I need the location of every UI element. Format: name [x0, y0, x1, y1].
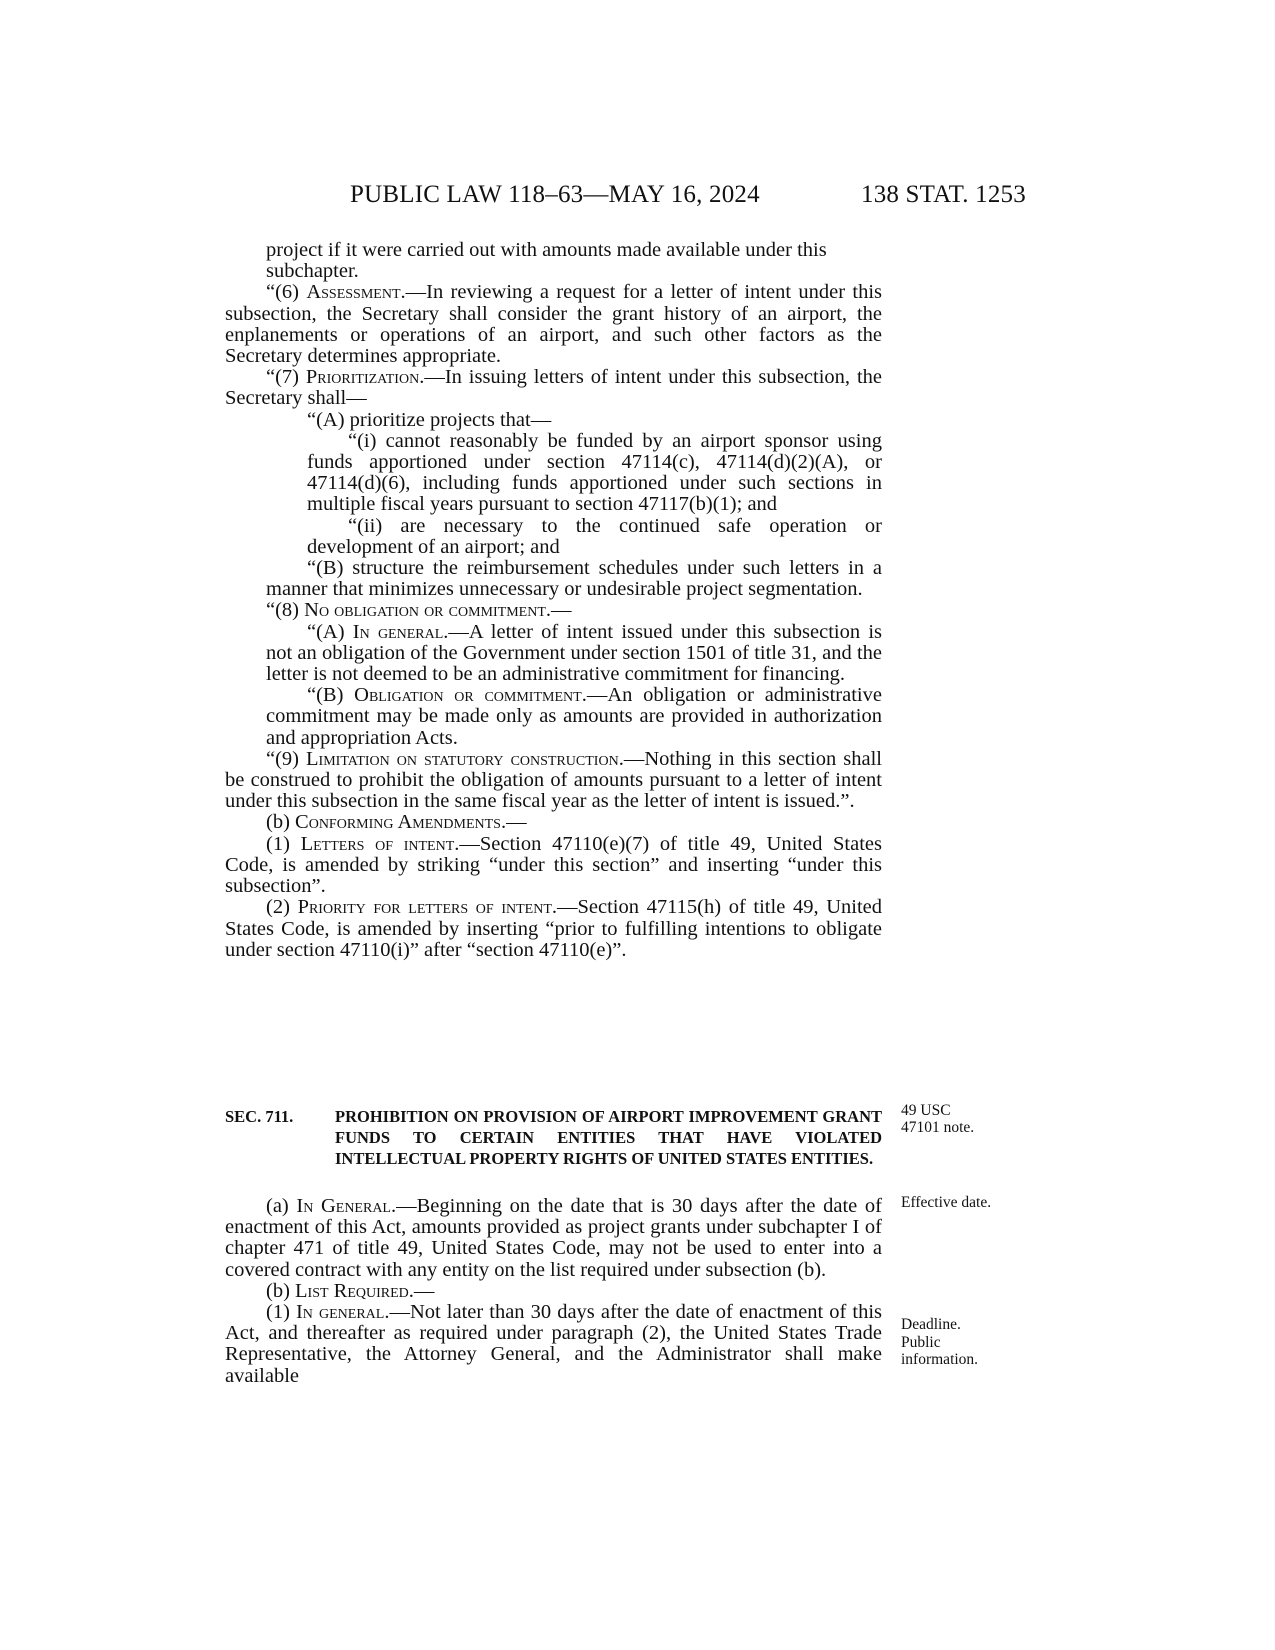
subsection-b-conforming: (b) Conforming Amendments.— [266, 811, 527, 834]
section-711-body [225, 1196, 882, 1387]
paragraph-b1: (1) Letters of intent.—Section 47110(e)(7) of title 49, United States Code, is amended by striking “under this section” and inserting “under this subsection”. [225, 832, 882, 898]
clause-7Ai: “(i) cannot reasonably be funded by an airport sponsor using funds apportioned under section 47114(c), 47114(d)(2)(A), or 47114(d)(6), including funds apportioned under such sections in multiple fiscal years pursuant to section 47117(b)(1); and [307, 429, 882, 516]
paragraph-7-heading: Prioritization [305, 366, 420, 389]
paragraph-b1-in-general: (1) In general.—Not later than 30 days after the date of enactment of this Act, and thereafter as required under paragraph (2), the United States Trade Representative, the Attorney General, and the Administrator shall make available [225, 1301, 883, 1387]
paragraph-8-heading: No obligation or commitment [304, 599, 546, 622]
running-header-title: PUBLIC LAW 118–63—MAY 16, 2024 [350, 181, 760, 208]
subparagraph-7B: “(B) structure the reimbursement schedules under such letters in a manner that minimizes unnecessary or undesirable project segmentation. [266, 557, 882, 601]
paragraph-9-heading: Limitation on statutory construction [306, 747, 619, 770]
paragraph-7-prioritization: “(7) Prioritization.—In issuing letters of intent under this subsection, the Secretary shall— [225, 366, 882, 410]
subsection-b-list-required: (b) List Required.— [266, 1279, 435, 1302]
subsection-b-list-heading: List Required [295, 1279, 409, 1302]
margin-note-effective-date: Effective date. [901, 1194, 992, 1211]
section-title: PROHIBITION ON PROVISION OF AIRPORT IMPROVEMENT GRANT FUNDS TO CERTAIN ENTITIES THAT HAVE VIOLATED INTELLECTUAL PROPERTY RIGHTS OF UNITED STATES ENTITIES. [335, 1107, 882, 1168]
margin-note-public-information: Public information. [901, 1334, 979, 1368]
subsection-a-heading: In General [296, 1195, 391, 1217]
paragraph-b2-heading: Priority for letters of intent [297, 896, 552, 919]
paragraph-9-limitation: “(9) Limitation on statutory construction.—Nothing in this section shall be construed to prohibit the obligation of amounts pursuant to a letter of intent under this subsection in the same fiscal year as the letter of intent is issued.”. [225, 747, 882, 813]
body-text-continuation [225, 240, 882, 961]
running-header-page-number: 138 STAT. 1253 [861, 181, 1026, 208]
subparagraph-8A: “(A) In general.—A letter of intent issued under this subsection is not an obligation of the Government under section 1501 of title 31, and the letter is not deemed to be an administrative commitment for financing. [266, 620, 883, 686]
paragraph-b1-in-general-heading: In general [295, 1301, 385, 1324]
paragraph-6-heading: Assessment [306, 281, 401, 304]
subsection-a-in-general: (a) In General.—Beginning on the date that is 30 days after the date of enactment of this Act, amounts provided as project grants under subchapter I of chapter 471 of title 49, United States Code, may not be used to enter into a covered contract with any entity on the list required under subsection (b). [225, 1195, 882, 1281]
margin-note-usc: 49 USC 47101 note. [901, 1102, 975, 1136]
carryover-paragraph: project if it were carried out with amounts made available under this subchapter. [266, 239, 827, 283]
subparagraph-8B: “(B) Obligation or commitment.—An obligation or administrative commitment may be made only as amounts are provided in authorization and appropriation Acts. [266, 684, 882, 749]
section-711-heading [225, 1106, 882, 1169]
subparagraph-8B-heading: Obligation or commitment [354, 684, 582, 707]
paragraph-6-assessment: “(6) Assessment.—In reviewing a request for a letter of intent under this subsection, the Secretary shall consider the grant history of an airport, the enplanements or operations of an airport, and such other factors as the Secretary determines appropriate. [225, 281, 882, 368]
subsection-b-heading: Conforming Amendments [295, 811, 501, 834]
section-number: SEC. 711. [225, 1107, 294, 1126]
clause-7Aii: “(ii) are necessary to the continued safe operation or development of an airport; and [307, 514, 882, 558]
subparagraph-7A: “(A) prioritize projects that— [307, 408, 552, 431]
paragraph-8-no-obligation: “(8) No obligation or commitment.— [266, 599, 572, 622]
margin-note-deadline: Deadline. [901, 1316, 961, 1333]
paragraph-b1-heading: Letters of intent [300, 832, 455, 855]
subparagraph-8A-heading: In general [352, 620, 444, 643]
paragraph-b2: (2) Priority for letters of intent.—Section 47115(h) of title 49, United States Code, is amended by inserting “prior to fulfilling intentions to obligate under section 47110(i)” after “section 47110(e)”. [225, 896, 883, 961]
